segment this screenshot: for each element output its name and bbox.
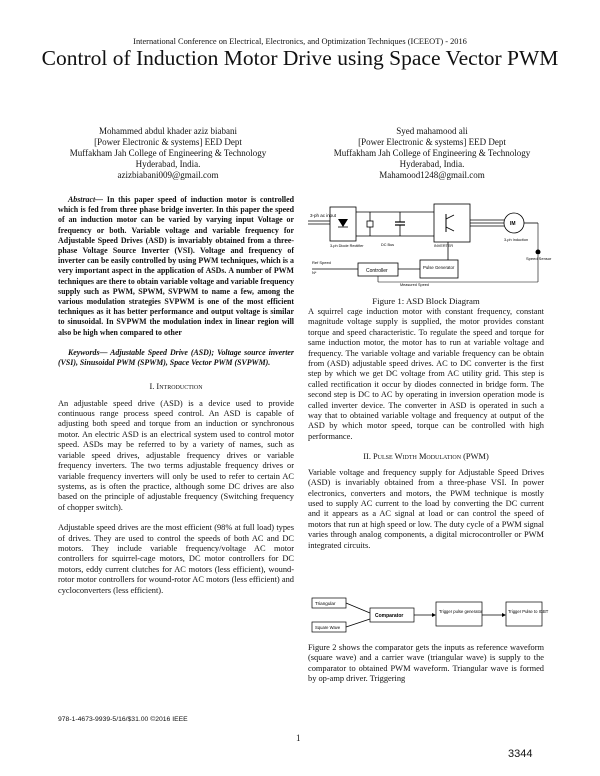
- asd-paragraph: A squirrel cage induction motor with constant frequency, constant magnitude voltage supply is supplied, the motor provides constant torque and speed characteristic. To regulate the speed and torque for same induction motor, the motor has to run at variable voltage and frequency. The variable voltage and variable frequency can be obtain from (ASD) adjustable speed drives. AC to DC converter is the first step by which we get DC voltage from AC utility grid. This step is called rectification it occur by diodes connected in bridge form. The second step is DC to AC by operating in inversion operation mode is called inverter device. The converter in ASD is operated in such a way that to obtained variable voltage and frequency at output of the ASD by which motor speed, torque can be controlled with high performance.: [308, 307, 544, 441]
- measured-speed-label: Measured Speed: [400, 283, 429, 287]
- dc-bus-label: DC Bus: [381, 243, 395, 247]
- section-heading-pwm: [308, 452, 544, 462]
- abstract-label: Abstract—: [68, 195, 104, 204]
- rectifier-label: 3-ph Diode Rectifier: [330, 244, 364, 248]
- intro-paragraph-1: An adjustable speed drive (ASD) is a device used to provide continuous range process speed control. An ASD is capable of adjusting both speed and torque from an induction or synchronous motor. An electric ASD is an electrical system used to control motor speed. ASDs may be referred to by a variety of names, such as variable speed drives, adjustable frequency drives or variable frequency inverters. The two terms adjustable frequency drives or variable frequency inverters will only be used to refer to certain AC systems, as is often the practice, although some DC drives are also based on the principle of adjustable frequency (Switching frequency of chopper switch).: [58, 398, 294, 512]
- pwm-paragraph: Variable voltage and frequency supply for Adjustable Speed Drives (ASD) is invariably obtained from a three-phase VSI. In power electronics, converters and motors, the PWM technique is mostly used to supply AC current to the load by converting the DC current and it appears as a AC signal at load or can control the speed of motors that run at high speed or low. The duty cycle of a PWM signal varies through analog components, a digital microcontroller or PWM integrated circuits.: [308, 467, 544, 550]
- author-college: Muffakham Jah College of Engineering & Technology: [69, 148, 267, 158]
- author-city: Hyderabad, India.: [135, 159, 201, 169]
- input-label: 3-ph ac input: [310, 213, 337, 218]
- author-dept: [Power Electronic & systems] EED Dept: [358, 137, 506, 147]
- ref-speed-label: Ref Speed: [312, 260, 331, 265]
- trigger-generator-box: [436, 602, 482, 626]
- controller-label: Controller: [366, 268, 388, 274]
- conference-header: International Conference on Electrical, Electronics, and Optimization Techniques (ICEEOT) - 2016: [133, 37, 467, 46]
- author-name: Mohammed abdul khader aziz biabani: [99, 126, 237, 136]
- section-heading-introduction: I. Introduction: [149, 382, 203, 392]
- comparator-label: Comparator: [375, 613, 404, 619]
- author-college: Muffakham Jah College of Engineering & Technology: [333, 148, 531, 158]
- igbt-icon: [446, 227, 454, 231]
- speed-sensor-label: Speed Sensor: [526, 256, 552, 261]
- left-column: [58, 195, 294, 596]
- keywords-text: Adjustable Speed Drive (ASD); Voltage source inverter (VSI), Sinusoidal PWM (SPWM), Space Vector PWM (SVPWM).: [58, 347, 294, 368]
- author-block-2: [322, 126, 542, 181]
- abstract: [58, 195, 294, 338]
- keywords: [58, 348, 294, 368]
- triangular-label: Triangular: [315, 601, 336, 606]
- arrow-line: [346, 603, 370, 613]
- diode-icon: [338, 219, 348, 227]
- author-block-1: [58, 126, 278, 181]
- arrow-head-icon: [502, 613, 506, 617]
- trigger-igbt-label: Trigger Pulse to IGBT: [508, 609, 549, 614]
- footer-isbn: 978-1-4673-9939-5/16/$31.00 ©2016 IEEE: [58, 716, 188, 723]
- right-column: [308, 307, 544, 551]
- igbt-icon: [446, 215, 454, 219]
- page-id: 3344: [508, 748, 533, 760]
- inverter-label: INVERTER: [434, 244, 454, 248]
- paper-title: Control of Induction Motor Drive using Space Vector PWM: [41, 46, 559, 70]
- keywords-label: Keywords—: [68, 347, 108, 357]
- page-number: 1: [296, 733, 301, 743]
- square-wave-label: Square Wave: [315, 625, 341, 630]
- motor-caption: 3-ph Induction: [504, 238, 529, 242]
- section-heading-pwm-text: II. Pulse Width Modulation (PWM): [363, 452, 489, 462]
- author-email: azizbiabani009@gmail.com: [117, 170, 219, 180]
- comparator-paragraph: Figure 2 shows the comparator gets the inputs as reference waveform (square wave) and a carrier wave (triangular wave) is supply to the comparator to obtained PWM waveform. Triangular wave is formed by op-amp driver. Triggering: [308, 643, 544, 684]
- intro-paragraph-2: Adjustable speed drives are the most efficient (98% at full load) types of drives. They are used to control the speeds of both AC and DC motors. They include variable frequency/voltage AC motor controllers for squirrel-cage motors, DC motor controllers for DC motors, eddy current clutches for AC motors (less efficient), wound-rotor motor controllers for wound-rotor AC motors (less efficient) and cycloconverters (less efficient).: [58, 523, 294, 595]
- abstract-text: In this paper speed of induction motor is controlled which is fed from three phase bridge inverter. In this paper the speed of an induction motor can be varied by varying input Voltage or frequency or both. Variable voltage and variable frequency for Adjustable Speed Drives (ASD) is invariably obtained from a three-phase Voltage Source Inverter (VSI). Voltage and frequency of inverter can be easily controlled by using PWM techniques, which is a very important aspect in the application of ASDs. A number of PWM techniques are there to obtain variable voltage and variable frequency supply such as PWM, SPWM, SVPWM to name a few, among the various modulation strategies SVPWM is one of the most efficient techniques as it has better performance and output voltage is similar to sinusoidal. In SVPWM the modulation index in linear region will also be high when compared to other: [58, 195, 294, 337]
- author-dept: [Power Electronic & systems] EED Dept: [94, 137, 242, 147]
- figure-1-caption: Figure 1: ASD Block Diagram: [372, 296, 480, 306]
- figure-2-pwm-diagram: [308, 594, 549, 636]
- arrow-head-icon: [432, 613, 436, 617]
- figure-2-description: [308, 643, 544, 685]
- arrow-line: [346, 619, 370, 627]
- author-city: Hyderabad, India.: [399, 159, 465, 169]
- speed-sensor-icon: [536, 250, 541, 255]
- author-email: Mahamood1248@gmail.com: [379, 170, 485, 180]
- pulse-generator-label: Pulse Generator: [423, 265, 455, 270]
- author-name: Syed mahamood ali: [396, 126, 468, 136]
- figure-1-asd-diagram: [308, 202, 552, 287]
- inductor-icon: [367, 221, 373, 227]
- motor-label: IM: [510, 221, 516, 227]
- ref-speed-symbol: N*: [312, 270, 317, 275]
- inverter-box: [434, 204, 470, 242]
- trigger-igbt-box: [506, 602, 542, 626]
- trigger-generator-label: Trigger pulse generator: [439, 609, 483, 614]
